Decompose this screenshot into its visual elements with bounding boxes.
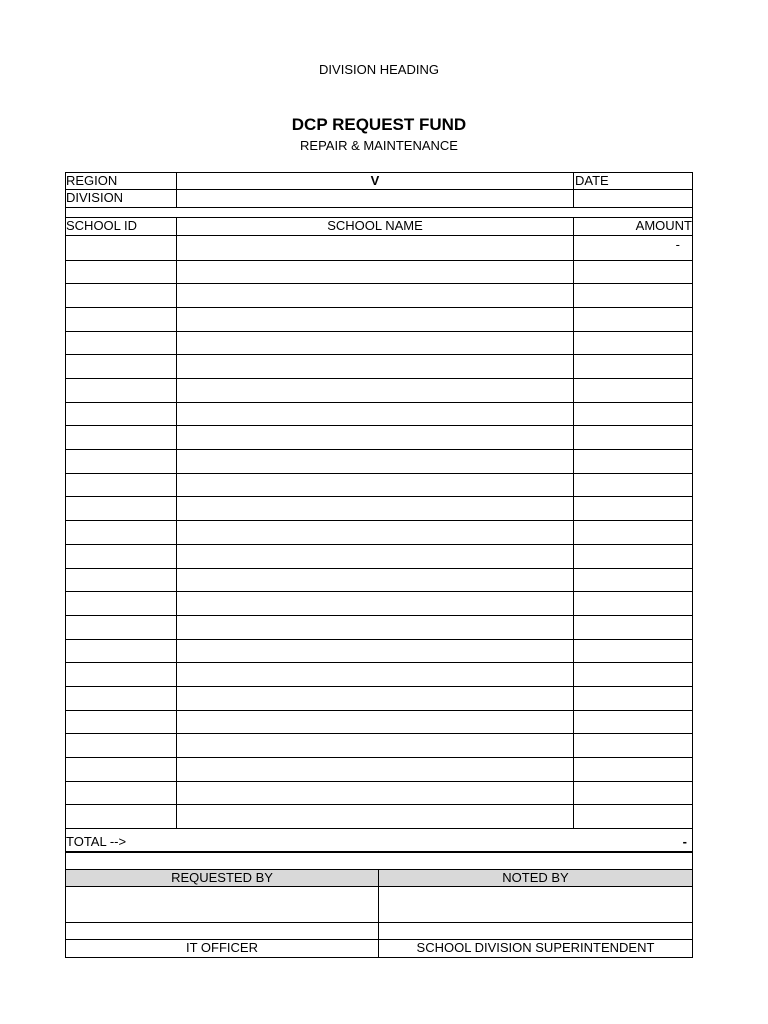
amount-cell[interactable]: [574, 332, 692, 355]
amount-cell[interactable]: [574, 379, 692, 402]
school-id-cell[interactable]: [66, 758, 176, 781]
amount-cell[interactable]: [574, 284, 692, 307]
amount-cell[interactable]: [574, 758, 692, 781]
school-name-cell[interactable]: [177, 379, 573, 402]
school-id-header: SCHOOL ID: [66, 218, 138, 233]
school-id-cell[interactable]: [66, 687, 176, 710]
amount-cell[interactable]: [574, 474, 692, 497]
amount-cell[interactable]: [574, 545, 692, 568]
requester-title: IT OFFICER: [186, 940, 258, 955]
school-name-cell[interactable]: [177, 450, 573, 473]
requester-name-field[interactable]: [66, 923, 378, 939]
amount-cell[interactable]: [574, 450, 692, 473]
school-name-header: SCHOOL NAME: [327, 218, 423, 233]
school-id-cell[interactable]: [66, 403, 176, 426]
school-name-cell[interactable]: [177, 403, 573, 426]
school-name-cell[interactable]: [177, 663, 573, 686]
school-name-cell[interactable]: [177, 758, 573, 781]
date-value[interactable]: [575, 190, 693, 206]
school-id-cell[interactable]: [66, 284, 176, 307]
school-id-cell[interactable]: [66, 474, 176, 497]
date-label: DATE: [575, 173, 609, 188]
school-name-cell[interactable]: [177, 308, 573, 331]
amount-cell[interactable]: [574, 640, 692, 663]
amount-cell[interactable]: [574, 711, 692, 734]
school-name-cell[interactable]: [177, 284, 573, 307]
requester-signature-field[interactable]: [66, 887, 378, 921]
school-id-cell[interactable]: [66, 237, 176, 260]
amount-cell[interactable]: [574, 616, 692, 639]
school-id-cell[interactable]: [66, 450, 176, 473]
school-id-cell[interactable]: [66, 616, 176, 639]
school-id-cell[interactable]: [66, 734, 176, 757]
amount-cell[interactable]: [574, 782, 692, 805]
school-name-cell[interactable]: [177, 616, 573, 639]
school-name-cell[interactable]: [177, 521, 573, 544]
school-name-cell[interactable]: [177, 782, 573, 805]
amount-cell[interactable]: [574, 521, 692, 544]
school-name-cell[interactable]: [177, 711, 573, 734]
amount-cell[interactable]: [574, 569, 692, 592]
school-name-cell[interactable]: [177, 640, 573, 663]
form-title: DCP REQUEST FUND: [291, 115, 467, 134]
school-id-cell[interactable]: [66, 308, 176, 331]
school-id-cell[interactable]: [66, 711, 176, 734]
school-id-cell[interactable]: [66, 379, 176, 402]
amount-cell[interactable]: [574, 497, 692, 520]
amount-cell[interactable]: [574, 403, 692, 426]
school-name-cell[interactable]: [177, 355, 573, 378]
school-id-cell[interactable]: [66, 545, 176, 568]
requested-by-header: REQUESTED BY: [171, 870, 273, 885]
school-id-cell[interactable]: [66, 261, 176, 284]
school-id-cell[interactable]: [66, 426, 176, 449]
amount-cell[interactable]: -: [675, 237, 680, 252]
school-name-cell[interactable]: [177, 545, 573, 568]
school-name-cell[interactable]: [177, 474, 573, 497]
school-id-cell[interactable]: [66, 592, 176, 615]
school-name-cell[interactable]: [177, 426, 573, 449]
noter-title: SCHOOL DIVISION SUPERINTENDENT: [416, 940, 655, 955]
amount-cell[interactable]: [574, 687, 692, 710]
amount-cell[interactable]: [574, 426, 692, 449]
amount-cell[interactable]: [574, 355, 692, 378]
school-id-cell[interactable]: [66, 569, 176, 592]
school-id-cell[interactable]: [66, 805, 176, 828]
request-form: [65, 172, 693, 958]
total-label: TOTAL -->: [66, 834, 127, 849]
school-name-cell[interactable]: [177, 569, 573, 592]
amount-cell[interactable]: [574, 261, 692, 284]
school-name-cell[interactable]: [177, 734, 573, 757]
region-value[interactable]: V: [370, 173, 380, 188]
region-label: REGION: [66, 173, 118, 188]
amount-cell[interactable]: [574, 592, 692, 615]
school-name-cell[interactable]: [177, 805, 573, 828]
school-name-cell[interactable]: [177, 332, 573, 355]
amount-header: AMOUNT: [635, 218, 692, 233]
school-name-cell[interactable]: [177, 592, 573, 615]
school-id-cell[interactable]: [66, 663, 176, 686]
division-label: DIVISION: [66, 190, 124, 205]
division-heading: DIVISION HEADING: [319, 62, 439, 77]
form-subtitle: REPAIR & MAINTENANCE: [300, 138, 458, 153]
school-name-cell[interactable]: [177, 687, 573, 710]
noter-signature-field[interactable]: [379, 887, 692, 921]
school-name-cell[interactable]: [177, 237, 573, 260]
noted-by-header: NOTED BY: [502, 870, 569, 885]
school-id-cell[interactable]: [66, 332, 176, 355]
amount-cell[interactable]: [574, 308, 692, 331]
school-id-cell[interactable]: [66, 782, 176, 805]
division-value[interactable]: [177, 190, 573, 206]
amount-cell[interactable]: [574, 663, 692, 686]
school-id-cell[interactable]: [66, 497, 176, 520]
total-value: -: [682, 834, 687, 849]
school-id-cell[interactable]: [66, 640, 176, 663]
school-id-cell[interactable]: [66, 355, 176, 378]
noter-name-field[interactable]: [379, 923, 692, 939]
school-name-cell[interactable]: [177, 497, 573, 520]
amount-cell[interactable]: [574, 805, 692, 828]
school-id-cell[interactable]: [66, 521, 176, 544]
amount-cell[interactable]: [574, 734, 692, 757]
school-name-cell[interactable]: [177, 261, 573, 284]
